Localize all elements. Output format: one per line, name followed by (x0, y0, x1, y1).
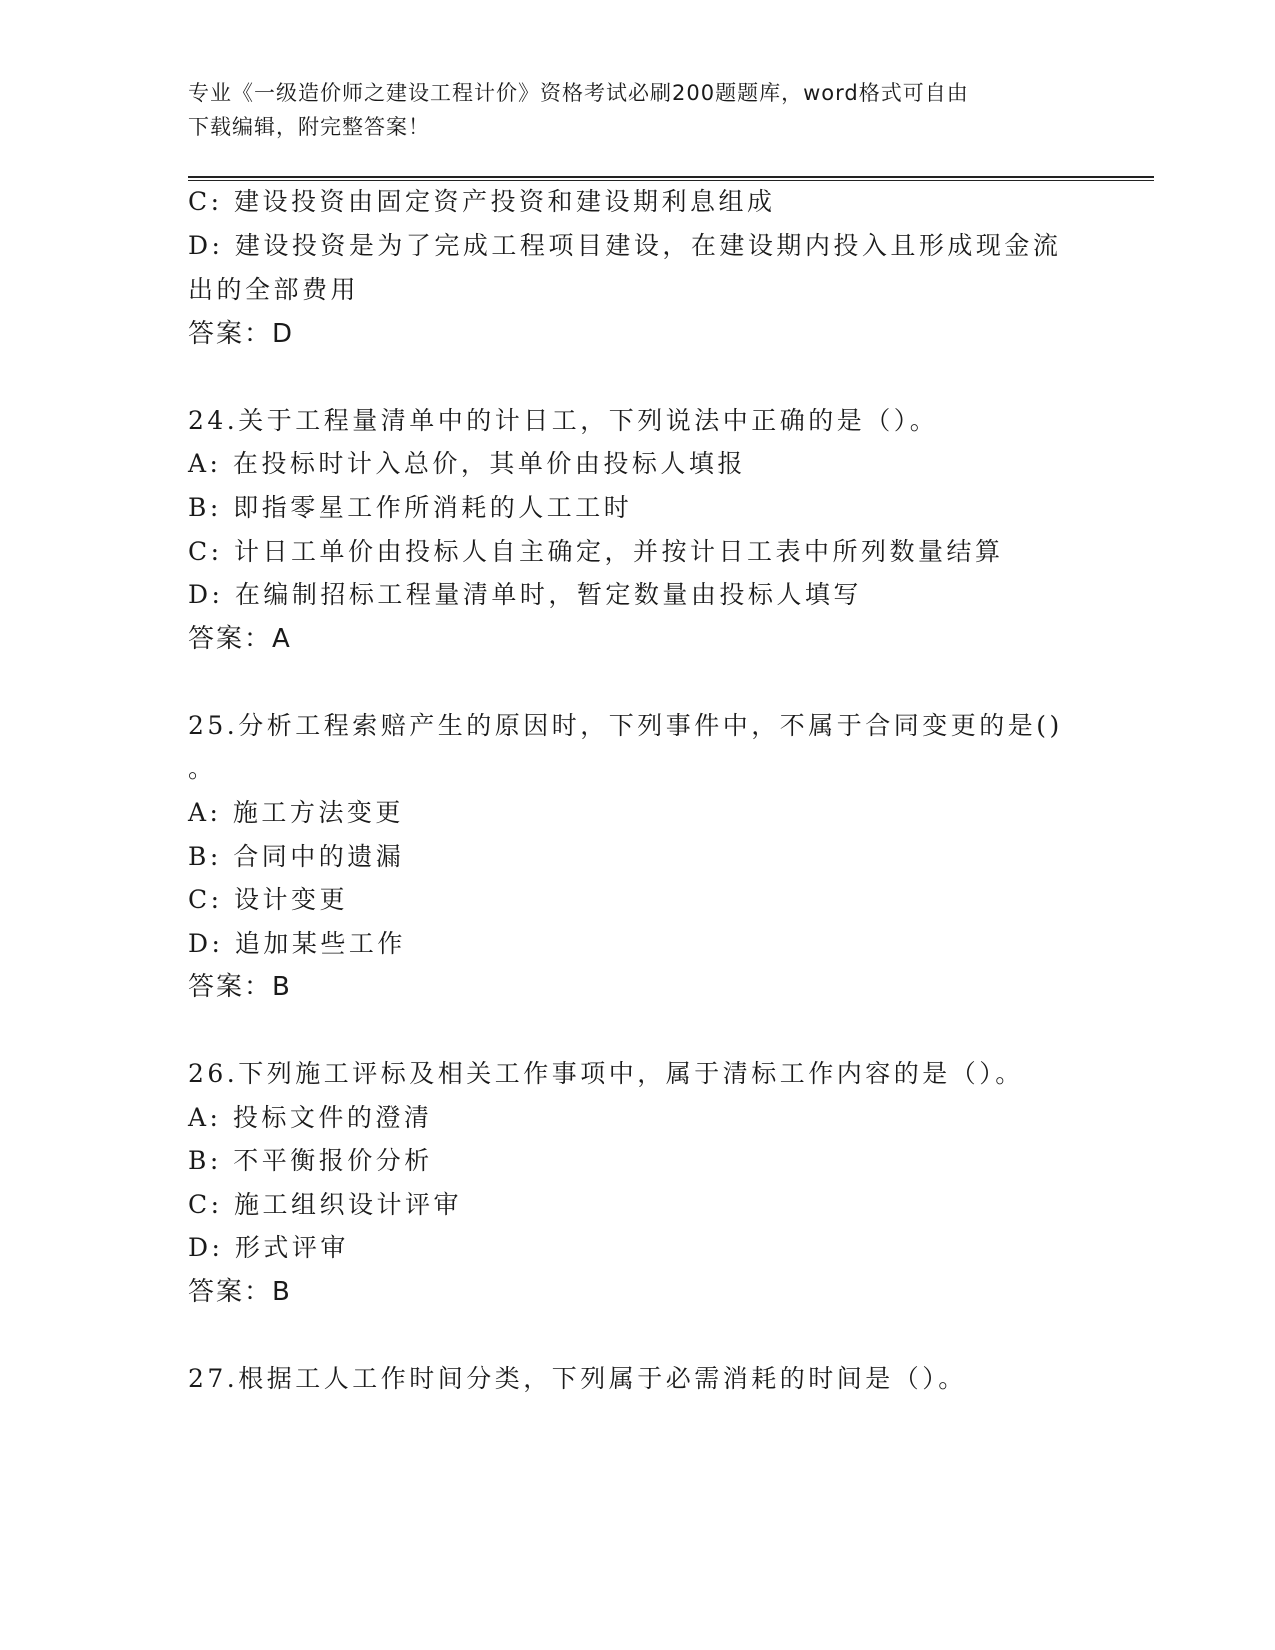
q24-option-a: A: 在投标时计入总价，其单价由投标人填报 (188, 449, 746, 478)
header-line-1: 专业《一级造价师之建设工程计价》资格考试必刷200题题库，word格式可自由 (188, 81, 969, 105)
q26-option-c: C: 施工组织设计评审 (188, 1190, 462, 1219)
header-line-2: 下载编辑，附完整答案！ (188, 115, 430, 139)
q23-option-c: C: 建设投资由固定资产投资和建设期利息组成 (188, 187, 776, 216)
q25-option-c: C: 设计变更 (188, 885, 348, 914)
q26-answer: 答案：B (188, 1277, 292, 1307)
q26-option-a: A: 投标文件的澄清 (188, 1103, 433, 1132)
q24-option-b: B: 即指零星工作所消耗的人工工时 (188, 493, 633, 522)
q25-option-b: B: 合同中的遗漏 (188, 842, 405, 871)
header-divider (188, 176, 1154, 181)
document-header (188, 76, 1088, 144)
q23-answer: 答案：D (188, 319, 295, 349)
q25-stem-line1: 25.分析工程索赔产生的原因时，下列事件中，不属于合同变更的是() (188, 711, 1063, 740)
q25-option-d: D: 追加某些工作 (188, 929, 406, 958)
q26-stem: 26.下列施工评标及相关工作事项中，属于清标工作内容的是（）。 (188, 1059, 1024, 1088)
q27-stem: 27.根据工人工作时间分类，下列属于必需消耗的时间是（）。 (188, 1364, 967, 1393)
q25-stem-line2: 。 (188, 754, 217, 783)
q24-option-d: D: 在编制招标工程量清单时，暂定数量由投标人填写 (188, 580, 862, 609)
q23-option-d-line1: D: 建设投资是为了完成工程项目建设，在建设期内投入且形成现金流 (188, 231, 1062, 260)
q24-stem: 24.关于工程量清单中的计日工，下列说法中正确的是（）。 (188, 406, 939, 435)
q23-option-d-line2: 出的全部费用 (188, 275, 360, 304)
q25-option-a: A: 施工方法变更 (188, 798, 404, 827)
q24-answer: 答案：A (188, 624, 292, 654)
q26-option-b: B: 不平衡报价分析 (188, 1146, 433, 1175)
q26-option-d: D: 形式评审 (188, 1233, 349, 1262)
q24-option-c: C: 计日工单价由投标人自主确定，并按计日工表中所列数量结算 (188, 537, 1004, 566)
q25-answer: 答案：B (188, 972, 292, 1002)
